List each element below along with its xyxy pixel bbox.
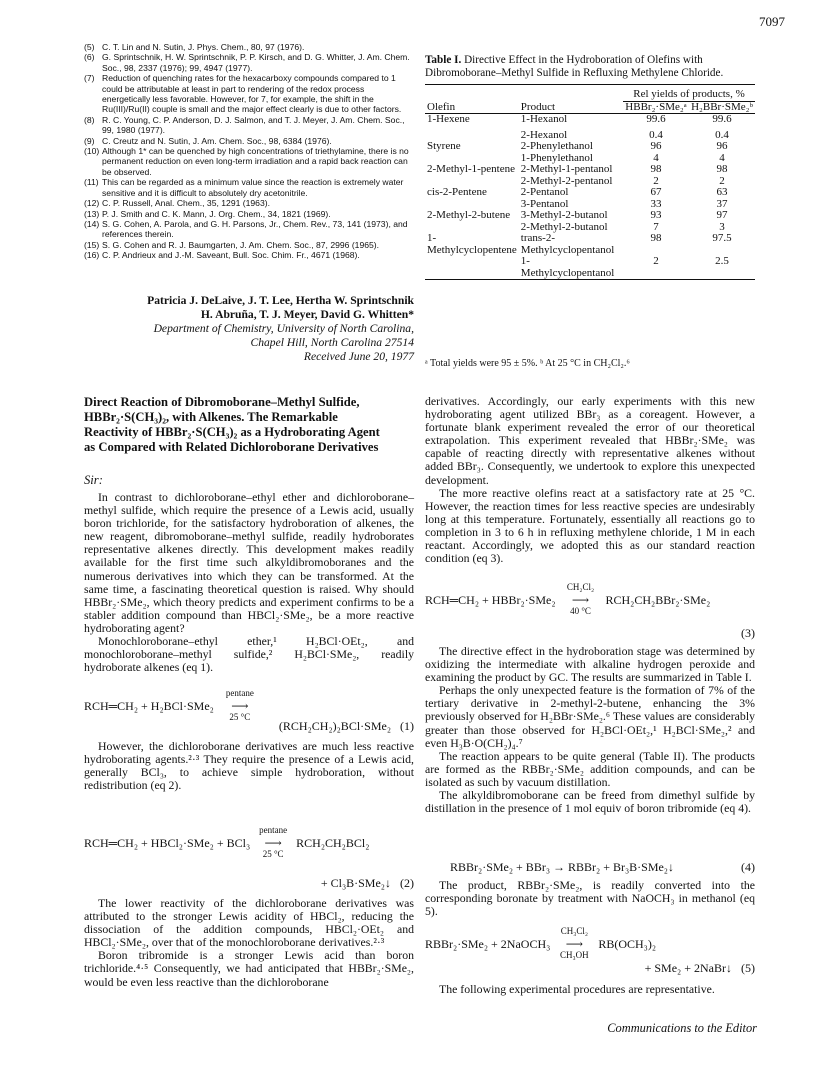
right-column-body bbox=[425, 395, 755, 565]
cell-b: 96 bbox=[716, 140, 728, 152]
equation-1-product bbox=[84, 719, 414, 734]
cell-product: 2-Methyl-2-pentanol bbox=[520, 174, 613, 187]
cell-b: 2 bbox=[719, 174, 725, 187]
equation-2 bbox=[84, 825, 370, 859]
reference-number: (10) bbox=[84, 146, 100, 157]
cell-olefin: 2-Methyl-1-pentene bbox=[427, 163, 515, 175]
page-number: 7097 bbox=[759, 14, 785, 29]
cell-product: trans-2-Methylcyclopentanol bbox=[520, 232, 615, 256]
eq3-products: RCH₂CH₂BBr₂·SMe₂ bbox=[605, 593, 711, 607]
eq2-number: (2) bbox=[400, 876, 414, 890]
table-row bbox=[425, 222, 755, 234]
paragraph-r5: The reaction appears to be quite general (Table II). The products are formed as the RBBr₂·SMe₂ addition compounds, and can be isolated as such by vacuum distillation. bbox=[425, 748, 755, 789]
reference-text: S. G. Cohen, A. Parola, and G. H. Parsons, Jr., Chem. Rev., 73, 141 (1973), and references therein. bbox=[102, 218, 408, 240]
table-title: Directive Effect in the Hydroboration of Olefins with Dibromoborane–Methyl Sulfide in Refluxing Methylene Chloride. bbox=[425, 54, 724, 79]
eq2-reactants: RCH═CH₂ + HBCl₂·SMe₂ + BCl₃ bbox=[84, 836, 251, 850]
reference-item bbox=[84, 42, 414, 52]
eq1-reactants: RCH═CH₂ + H₂BCl·SMe₂ bbox=[84, 699, 214, 713]
right-column-body-3 bbox=[425, 879, 755, 918]
cell-b: 99.6 bbox=[712, 113, 732, 125]
table-caption bbox=[425, 54, 755, 80]
table-row bbox=[425, 233, 755, 256]
paragraph-r6: The alkyldibromoborane can be freed from dimethyl sulfide by distillation in the presence of 1 mol equiv of boron tribromide (eq 4). bbox=[425, 788, 755, 816]
reference-text: G. Sprintschnik, H. W. Sprintschnik, P. P. Kirsch, and D. G. Whitter, J. Am. Chem. Soc., 98, 2337 (1976); 99, 4947 (1977). bbox=[102, 52, 410, 73]
cell-b: 37 bbox=[716, 197, 728, 210]
cell-olefin: Styrene bbox=[427, 140, 461, 152]
reference-item bbox=[84, 115, 414, 136]
article-title: Direct Reaction of Dibromoborane–Methyl Sulfide, HBBr₂·S(CH₃)₂, with Alkenes. The Remarkable Reactivity of HBBr₂·S(CH₃)₂ as a Hydroborating Agent as Compared with Related Dichloroborane Derivatives bbox=[84, 395, 380, 454]
cell-olefin: cis-2-Pentene bbox=[427, 186, 487, 198]
eq5-condition-above: CH₃Cl₂ bbox=[560, 926, 588, 936]
reference-text: C. T. Lin and N. Sutin, J. Phys. Chem., 80, 97 (1976). bbox=[102, 42, 305, 52]
cell-olefin: 1-Hexene bbox=[427, 113, 470, 125]
cell-product: 1-Hexanol bbox=[520, 113, 568, 125]
cell-olefin: 1-Methylcyclopentene bbox=[427, 232, 517, 256]
cell-a: 96 bbox=[650, 140, 662, 152]
table-row bbox=[425, 164, 755, 176]
eq1-condition-below: 25 °C bbox=[229, 712, 251, 722]
cell-b: 4 bbox=[719, 151, 725, 164]
eq1-condition-above: pentane bbox=[225, 688, 254, 698]
right-column-body-4 bbox=[425, 983, 755, 996]
table-row bbox=[425, 141, 755, 153]
reference-text: C. Creutz and N. Sutin, J. Am. Chem. Soc., 98, 6384 (1976). bbox=[102, 135, 332, 146]
cell-product: 1-Phenylethanol bbox=[520, 151, 593, 164]
eq3-arrow: CH₂Cl₂ ⟶ 40 °C bbox=[559, 593, 603, 608]
cell-product: 3-Methyl-2-butanol bbox=[520, 209, 608, 221]
authors-line-1: Patricia J. DeLaive, J. T. Lee, Hertha W. Sprintschnik bbox=[147, 294, 414, 307]
cell-olefin bbox=[425, 222, 519, 234]
reference-item bbox=[84, 240, 414, 250]
eq5-arrow: CH₃Cl₂ ⟶ CH₃OH bbox=[553, 937, 595, 952]
reference-text: C. P. Andrieux and J.-M. Saveant, Bull. Soc. Chim. Fr., 4671 (1968). bbox=[102, 250, 360, 261]
eq2-byproduct: + Cl₃B·SMe₂↓ bbox=[320, 876, 391, 890]
cell-olefin bbox=[425, 256, 519, 280]
paragraph-3: However, the dichloroborane derivatives are much less reactive hydroborating agents.²·³ They require the presence of a Lewis acid, generally BCl₃, to achieve simple hydroboration, without redistribution (eq 2). bbox=[84, 739, 414, 793]
eq1-products: (RCH₂CH₂)₂BCl·SMe₂ bbox=[278, 719, 391, 733]
paragraph-4: The lower reactivity of the dichloroborane derivatives was attributed to the stronger Lewis acidity of HBCl₂, reducing the dissociation of the addition compounds, HBCl₂·OEt₂ and HBCl₂·SMe₂, over that of the monochloroborane derivatives.²·³ bbox=[84, 896, 414, 950]
eq2-condition-below: 25 °C bbox=[262, 849, 284, 859]
eq5-products: RB(OCH₃)₂ bbox=[598, 937, 657, 951]
cell-product: 3-Pentanol bbox=[520, 197, 569, 210]
reference-number: (16) bbox=[84, 250, 100, 261]
eq3-condition-below: 40 °C bbox=[570, 606, 591, 616]
reference-number: (8) bbox=[84, 114, 95, 125]
reference-number: (7) bbox=[84, 73, 95, 84]
table-footnote: ᵃ Total yields were 95 ± 5%. ᵇ At 25 °C in CH₂Cl₂.⁶ bbox=[425, 358, 630, 369]
section-footer: Communications to the Editor bbox=[607, 1021, 757, 1035]
reference-item bbox=[84, 52, 414, 73]
reference-number: (12) bbox=[84, 198, 100, 209]
left-column-body-3 bbox=[84, 897, 414, 989]
reference-item bbox=[84, 177, 414, 198]
eq5-reactants: RBBr₂·SMe₂ + 2NaOCH₃ bbox=[425, 937, 551, 951]
equation-2-line-2 bbox=[84, 876, 414, 891]
equation-4 bbox=[450, 860, 755, 875]
reference-number: (11) bbox=[84, 177, 99, 188]
reference-text: P. J. Smith and C. K. Mann, J. Org. Chem., 34, 1821 (1969). bbox=[102, 208, 331, 219]
cell-a: 2 bbox=[653, 174, 659, 187]
received-date: Received June 20, 1977 bbox=[303, 350, 414, 363]
cell-a: 93 bbox=[650, 209, 662, 221]
equation-3 bbox=[425, 582, 711, 616]
eq3-condition-above: CH₂Cl₂ bbox=[566, 582, 595, 592]
reference-number: (14) bbox=[84, 218, 100, 229]
eq3-reactants: RCH═CH₂ + HBBr₂·SMe₂ bbox=[425, 593, 556, 607]
left-column-body-2 bbox=[84, 740, 414, 792]
cell-a: 4 bbox=[653, 151, 659, 164]
eq1-number: (1) bbox=[400, 719, 414, 733]
eq4-text: RBBr₂·SMe₂ + BBr₃ → RBBr₂ + Br₃B·SMe₂↓ bbox=[450, 860, 674, 874]
paragraph-r4: Perhaps the only unexpected feature is the formation of 7% of the tertiary derivative in 2-methyl-2-butene, enhancing the 3% previously observed for H₂BBr·SMe₂.⁶ These values are considerably greater than those observed for H₂BCl·OEt₂,¹ H₂BCl·SMe₂,² and even H₃B·O(CH₂)₄.⁷ bbox=[425, 683, 755, 750]
author-block bbox=[120, 294, 414, 364]
reference-number: (15) bbox=[84, 239, 100, 250]
affiliation-line-2: Chapel Hill, North Carolina 27514 bbox=[250, 336, 414, 349]
reference-text: Although 1* can be quenched by high concentrations of triethylamine, there is no permanent reduction on even long-term irradiation and a rapid back reaction can be observed. bbox=[102, 146, 409, 177]
col-header-hbbr2: HBBr₂·SMe₂ᵃ bbox=[625, 100, 687, 113]
reference-item bbox=[84, 198, 414, 208]
reference-number: (5) bbox=[84, 42, 95, 52]
col-header-h2bbr: H₂BBr·SMe₂ᵇ bbox=[691, 100, 753, 113]
cell-a: 99.6 bbox=[646, 113, 666, 125]
cell-product: 2-Pentanol bbox=[520, 186, 569, 198]
table-row bbox=[425, 256, 755, 280]
col-header-product: Product bbox=[520, 100, 556, 113]
paragraph-r3: The directive effect in the hydroboration stage was determined by oxidizing the intermediate with alkaline hydrogen peroxide and examining the product by GC. The results are summarized in Table I. bbox=[425, 644, 755, 685]
table-row bbox=[425, 210, 755, 222]
reference-item bbox=[84, 136, 414, 146]
paragraph-r1: derivatives. Accordingly, our early experiments with this new hydroborating agent utilized BBr₃ as a coreagent. However, a fortunate blank experiment revealed the error of our theoretical extrapolation. This experiment revealed that HBBr₂·SMe₂ was capable of reacting directly with representative alkenes without added BBr₃. Consequently, we undertook to explore this unexpected development. bbox=[425, 394, 755, 487]
cell-b: 2.5 bbox=[715, 255, 729, 267]
reference-text: S. G. Cohen and R. J. Baumgarten, J. Am. Chem. Soc., 87, 2996 (1965). bbox=[102, 239, 380, 250]
table-row bbox=[425, 114, 755, 130]
left-column-body bbox=[84, 491, 414, 674]
col-header-olefin: Olefin bbox=[427, 100, 456, 113]
eq5-number: (5) bbox=[741, 961, 755, 975]
cell-b: 3 bbox=[719, 220, 725, 233]
paragraph-r7: The product, RBBr₂·SMe₂, is readily converted into the corresponding boronate by treatment with NaOCH₃ in methanol (eq 5). bbox=[425, 878, 755, 919]
eq2-arrow: pentane ⟶ 25 °C bbox=[253, 836, 293, 851]
reference-item bbox=[84, 250, 414, 260]
cell-b: 98 bbox=[716, 163, 728, 175]
eq2-products: RCH₂CH₂BCl₂ bbox=[296, 836, 370, 850]
cell-product: 2-Hexanol bbox=[520, 128, 568, 141]
paragraph-5: Boron tribromide is a stronger Lewis acid than boron trichloride.⁴·⁵ Consequently, we had anticipated that HBBr₂·SMe₂, would be even less reactive than the dichloroborane bbox=[84, 948, 414, 989]
cell-b: 63 bbox=[716, 186, 728, 198]
eq5-condition-below: CH₃OH bbox=[560, 950, 589, 960]
cell-b: 97 bbox=[716, 209, 728, 221]
reference-text: R. C. Young, C. P. Anderson, D. J. Salmon, and T. J. Meyer, J. Am. Chem. Soc., 99, 1980 (1977). bbox=[102, 114, 405, 136]
cell-a: 98 bbox=[650, 232, 662, 244]
paragraph-r2: The more reactive olefins react at a satisfactory rate at 25 °C. However, the reaction times for less reactive species are undesirably long at this temperature. Fortunately, essentially all reactions go to completion in 3 to 6 h in refluxing methylene chloride, 1 M in each reactant. Accordingly, we adopted this as our standard reaction condition (eq 3). bbox=[425, 485, 755, 566]
affiliation-line-1: Department of Chemistry, University of North Carolina, bbox=[153, 322, 414, 335]
eq4-number: (4) bbox=[741, 860, 755, 874]
reference-item bbox=[84, 209, 414, 219]
cell-b: 97.5 bbox=[712, 232, 732, 244]
reference-item bbox=[84, 73, 414, 115]
reference-number: (9) bbox=[84, 135, 95, 146]
paragraph-r8: The following experimental procedures are representative. bbox=[439, 982, 715, 996]
eq1-arrow: pentane ⟶ 25 °C bbox=[217, 699, 263, 714]
reference-text: Reduction of quenching rates for the hexacarboxy compounds compared to 1 could be attributable at least in part to rendering of the redox process energetically less favorable. However, for 7, for example, the shift in the Ru(III)/Ru(II) couple is small and the major effect clearly is due to other factors. bbox=[102, 73, 402, 115]
paragraph-2: Monochloroborane–ethyl ether,¹ H₂BCl·OEt₂, and monochloroborane–methyl sulfide,² H₂BCl·SMe₂, readily hydroborate alkenes (eq 1). bbox=[84, 634, 414, 675]
cell-a: 33 bbox=[650, 197, 662, 210]
cell-product: 2-Methyl-1-pentanol bbox=[520, 163, 613, 175]
authors-line-2: H. Abruña, T. J. Meyer, David G. Whitten* bbox=[200, 308, 414, 321]
cell-a: 0.4 bbox=[649, 128, 663, 141]
table-1 bbox=[425, 84, 755, 280]
reference-text: C. P. Russell, Anal. Chem., 35, 1291 (1963). bbox=[102, 198, 270, 209]
table-label: Table I. bbox=[425, 54, 462, 66]
equation-1 bbox=[84, 688, 263, 722]
right-column-body-2 bbox=[425, 645, 755, 815]
reference-number: (6) bbox=[84, 52, 95, 63]
reference-text: This can be regarded as a minimum value since the reaction is extremely water sensitive and it is difficult to absolutely dry acetonitrile. bbox=[102, 177, 404, 198]
table-row bbox=[425, 187, 755, 199]
cell-olefin: 2-Methyl-2-butene bbox=[427, 209, 511, 221]
reference-item bbox=[84, 219, 414, 240]
cell-a: 7 bbox=[653, 220, 659, 233]
eq3-number: (3) bbox=[741, 626, 755, 640]
cell-a: 2 bbox=[653, 255, 659, 267]
cell-product: 2-Phenylethanol bbox=[520, 140, 593, 152]
reference-item bbox=[84, 146, 414, 177]
cell-product: 2-Methyl-2-butanol bbox=[520, 220, 608, 233]
cell-a: 67 bbox=[650, 186, 662, 198]
equation-5-line-2 bbox=[425, 961, 755, 976]
eq2-condition-above: pentane bbox=[259, 825, 288, 835]
cell-a: 98 bbox=[650, 163, 662, 175]
table-group-header: Rel yields of products, % bbox=[623, 85, 755, 102]
equation-5 bbox=[425, 926, 657, 960]
eq5-byproducts: + SMe₂ + 2NaBr↓ bbox=[644, 961, 732, 975]
cell-product: 1-Methylcyclopentanol bbox=[520, 255, 615, 279]
reference-number: (13) bbox=[84, 208, 100, 219]
paragraph-1: In contrast to dichloroborane–ethyl ether and dichloroborane–methyl sulfide, which require the presence of a Lewis acid, usually boron trichloride, for the satisfactory hydroboration of alkenes, the new reagent, dibromoborane–methyl sulfide, readily hydroborates representative alkenes directly. This development makes readily available for the first time such alkyldibromoboranes and the numerous derivatives into which they can be transformed. At the same time, a fascinating theoretical question is raised. Why should HBBr₂·SMe₂, which theory predicts and experiment confirms to be a stabler addition compound than HBCl₂·SMe₂, be a more reactive hydroborating agent? bbox=[84, 490, 414, 635]
references-list bbox=[84, 42, 414, 261]
cell-b: 0.4 bbox=[715, 128, 729, 141]
salutation: Sir: bbox=[84, 473, 103, 487]
